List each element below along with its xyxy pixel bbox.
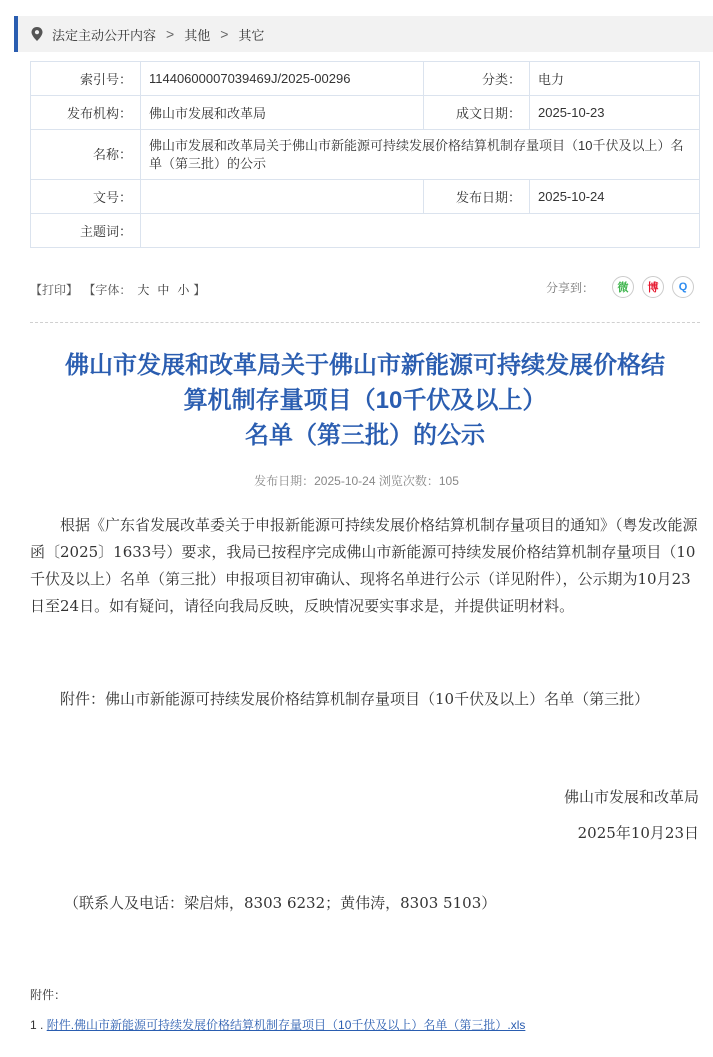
print-font-tools bbox=[30, 281, 207, 298]
font-size-label: 【字体： bbox=[83, 283, 132, 297]
index-value: 11440600007039469J/2025-00296 bbox=[141, 62, 424, 96]
signature-date: 2025年10月23日 bbox=[577, 824, 699, 842]
article-title-line: 算机制存量项目（10千伏及以上） bbox=[183, 387, 547, 414]
doc-number-label: 文号： bbox=[31, 180, 141, 214]
font-medium-button[interactable]: 中 bbox=[157, 283, 170, 297]
document-metadata-table bbox=[30, 61, 700, 248]
created-date-label: 成文日期： bbox=[424, 96, 530, 130]
article-attachment-note: 附件：佛山市新能源可持续发展价格结算机制存量项目（10千伏及以上）名单（第三批） bbox=[60, 690, 650, 708]
article-title-line: 名单（第三批）的公示 bbox=[245, 422, 485, 449]
attachment-link[interactable]: 附件.佛山市新能源可持续发展价格结算机制存量项目（10千伏及以上）名单（第三批）.xls bbox=[46, 1018, 526, 1032]
share-wechat-icon[interactable]: 微 bbox=[612, 276, 634, 298]
breadcrumb bbox=[14, 16, 713, 52]
doc-number-value bbox=[141, 180, 424, 214]
breadcrumb-item-other[interactable]: 其他 bbox=[184, 27, 211, 43]
attachment-index: 1 . bbox=[30, 1018, 44, 1032]
article-title bbox=[20, 348, 710, 453]
name-label: 名称： bbox=[31, 130, 141, 180]
share-weibo-icon[interactable]: 博 bbox=[642, 276, 664, 298]
publish-info: 发布日期：2025-10-24 浏览次数：105 bbox=[254, 474, 459, 488]
print-button[interactable]: 【打印】 bbox=[30, 283, 79, 297]
subject-value bbox=[141, 214, 700, 248]
name-value: 佛山市发展和改革局关于佛山市新能源可持续发展价格结算机制存量项目（10千伏及以上）名单（第三批）的公示 bbox=[141, 130, 700, 180]
signature-organization: 佛山市发展和改革局 bbox=[563, 788, 699, 806]
category-label: 分类： bbox=[424, 62, 530, 96]
category-value: 电力 bbox=[530, 62, 700, 96]
article-title-line: 佛山市发展和改革局关于佛山市新能源可持续发展价格结 bbox=[65, 352, 665, 379]
attachment-item bbox=[30, 1016, 525, 1033]
font-size-close: 】 bbox=[193, 283, 206, 297]
publish-date-value: 2025-10-24 bbox=[530, 180, 700, 214]
article-paragraph: 根据《广东省发展改革委关于申报新能源可持续发展价格结算机制存量项目的通知》（粤发改能源函〔2025〕1633号）要求，我局已按程序完成佛山市新能源可持续发展价格结算机制存量项目（10千伏及以上）名单（第三批）申报项目初审确认、现将名单进行公示（详见附件），公示期为10月23日至24日。如有疑问，请径向我局反映，反映情况要实事求是，并提供证明材料。 bbox=[30, 516, 698, 615]
divider bbox=[30, 322, 700, 323]
share-tools bbox=[546, 276, 694, 298]
share-label: 分享到： bbox=[545, 280, 594, 295]
share-qq-icon[interactable]: Q bbox=[672, 276, 694, 298]
attachments-heading: 附件： bbox=[30, 988, 67, 1002]
breadcrumb-separator: > bbox=[220, 26, 229, 42]
subject-label: 主题词： bbox=[31, 214, 141, 248]
created-date-value: 2025-10-23 bbox=[530, 96, 700, 130]
font-small-button[interactable]: 小 bbox=[177, 283, 190, 297]
article-tools-row bbox=[30, 276, 700, 302]
breadcrumb-item-public-content[interactable]: 法定主动公开内容 bbox=[52, 27, 157, 43]
breadcrumb-item-other-sub[interactable]: 其它 bbox=[238, 27, 265, 43]
breadcrumb-separator: > bbox=[166, 26, 175, 42]
location-pin-icon bbox=[30, 26, 44, 42]
publisher-value: 佛山市发展和改革局 bbox=[141, 96, 424, 130]
publish-date-label: 发布日期： bbox=[424, 180, 530, 214]
font-large-button[interactable]: 大 bbox=[137, 283, 150, 297]
contact-info: （联系人及电话：梁启炜，8303 6232；黄伟涛，8303 5103） bbox=[64, 894, 497, 912]
index-label: 索引号： bbox=[31, 62, 141, 96]
publisher-label: 发布机构： bbox=[31, 96, 141, 130]
